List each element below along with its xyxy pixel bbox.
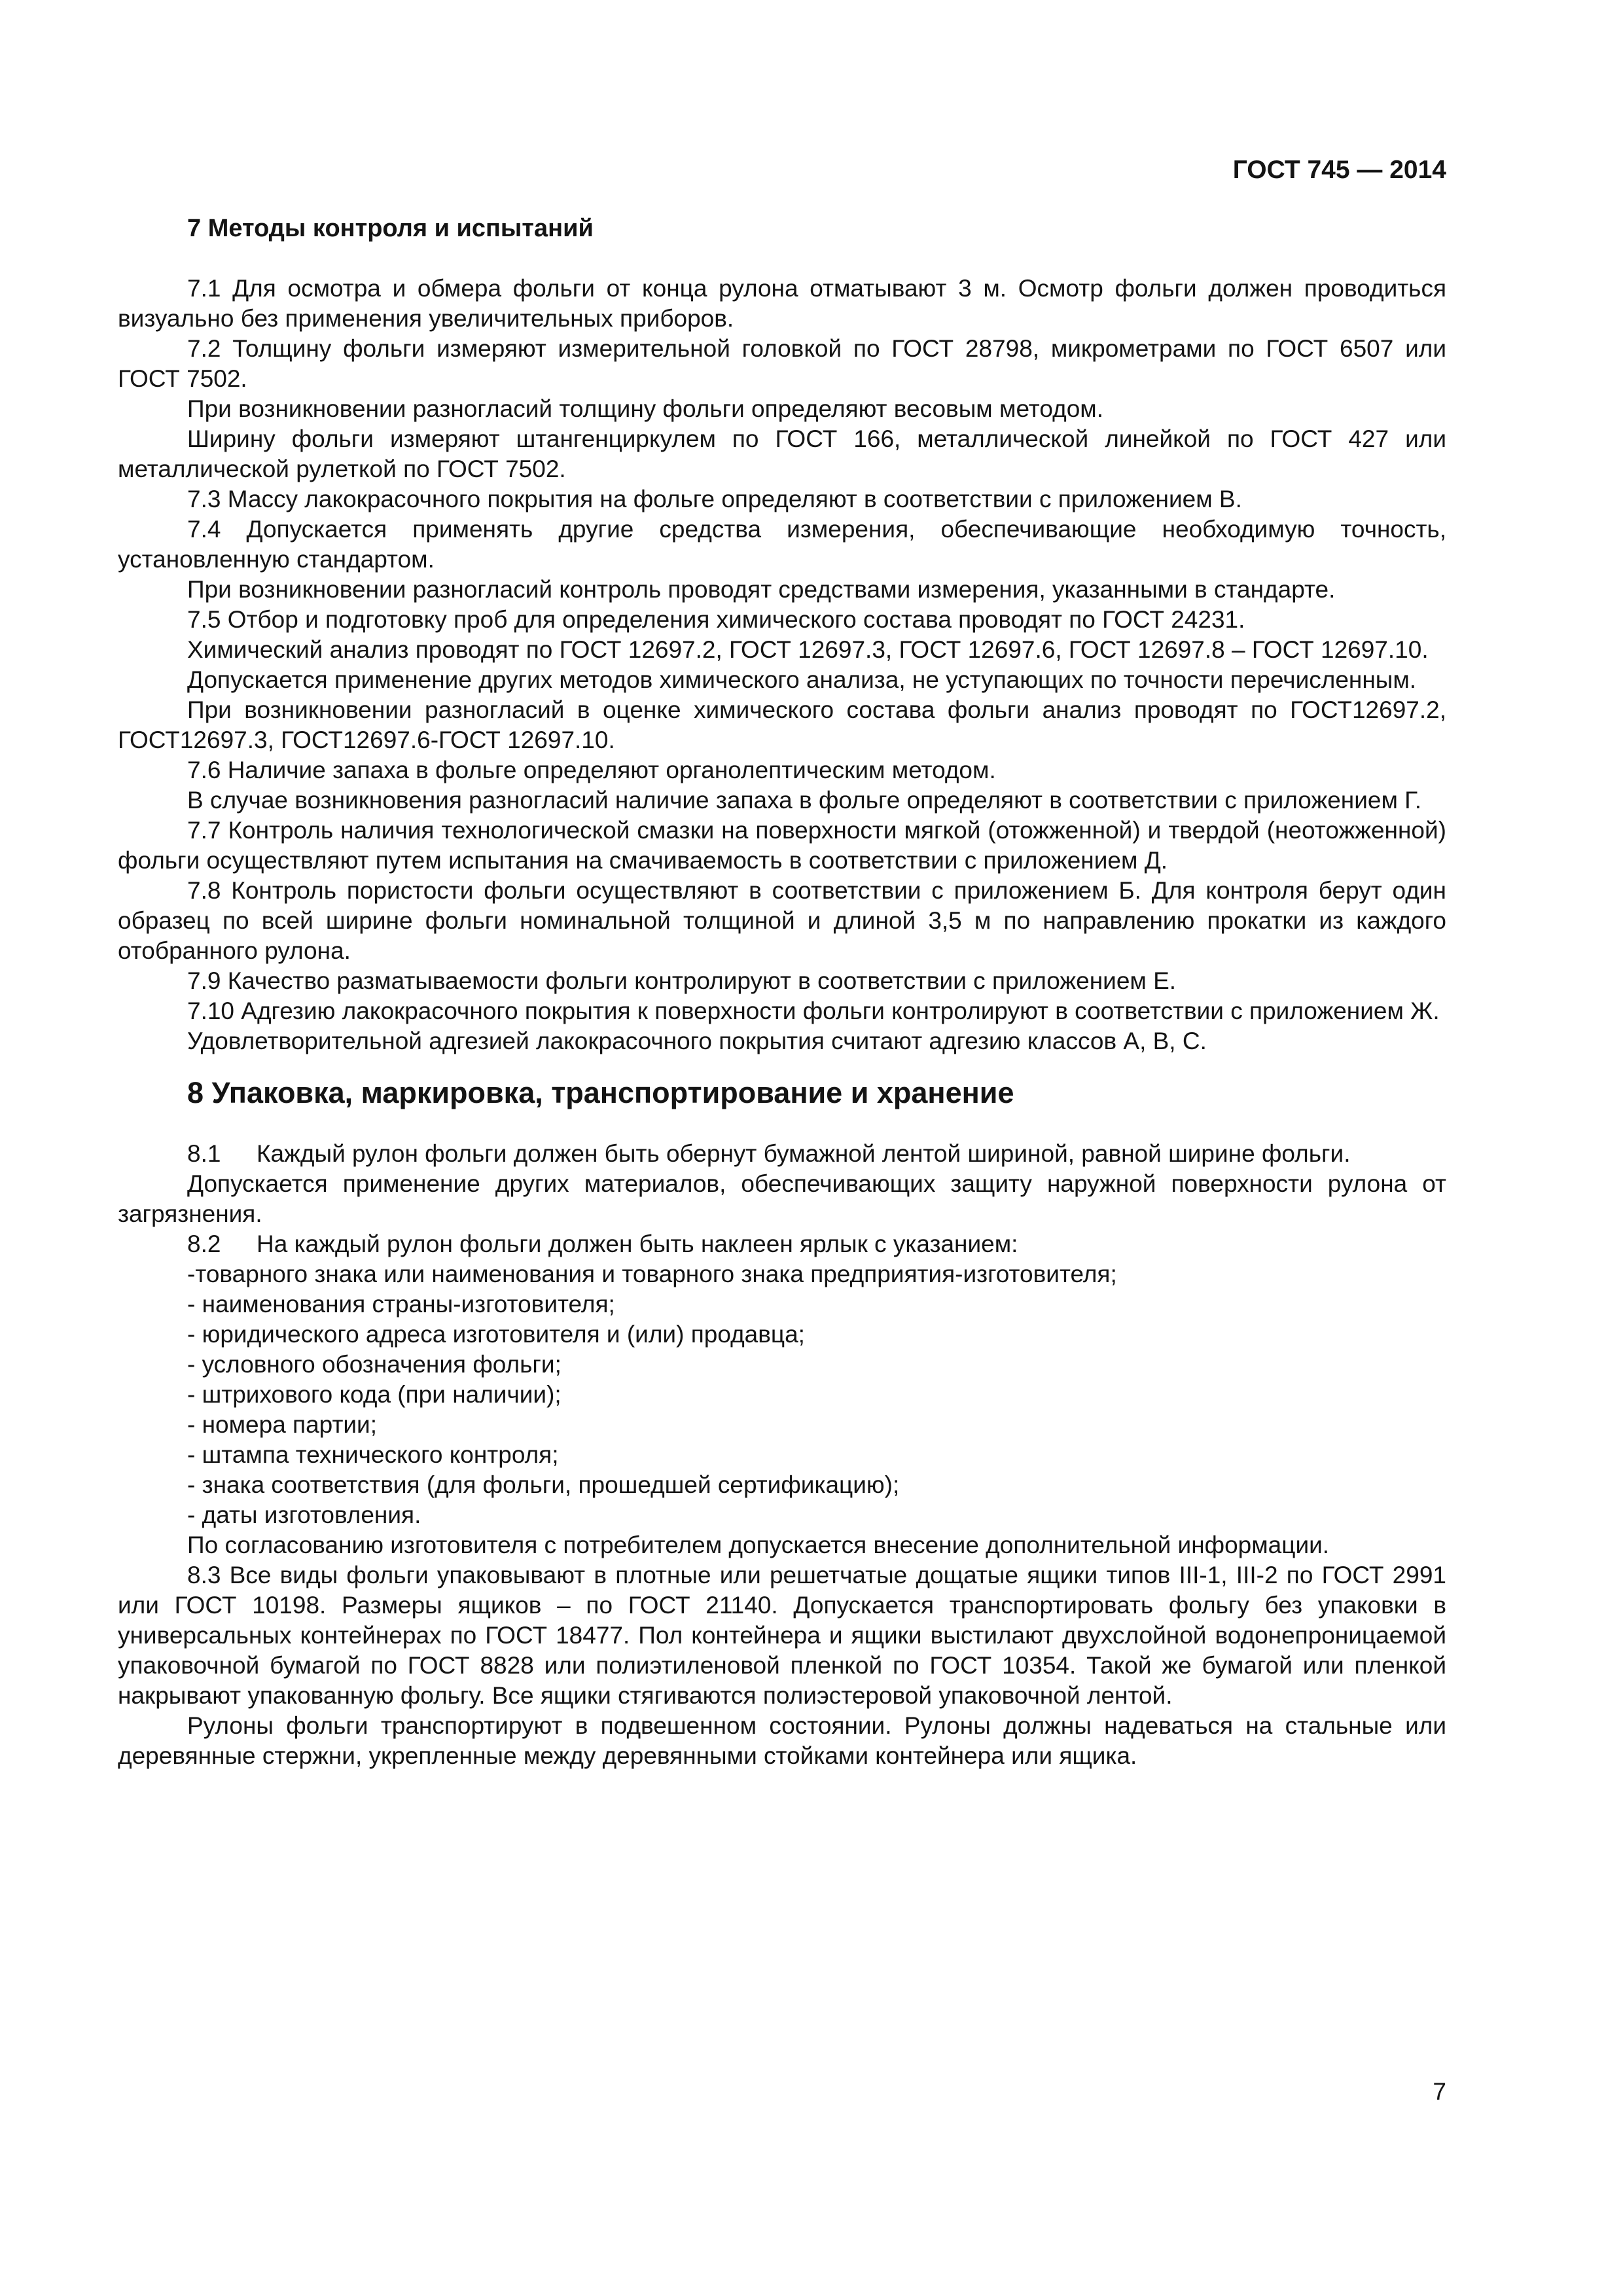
paragraph-7-6-disagreement: В случае возникновения разногласий наличие запаха в фольге определяют в соответствии с приложением Г. bbox=[187, 787, 1421, 814]
section-8-title: 8 Упаковка, маркировка, транспортирование и хранение bbox=[187, 1076, 1014, 1109]
paragraph-7-10: 7.10 Адгезию лакокрасочного покрытия к поверхности фольги контролируют в соответствии с приложением Ж. bbox=[187, 997, 1440, 1024]
list-item: - знака соответствия (для фольги, прошедшей сертификацию); bbox=[187, 1471, 900, 1498]
paragraph-8-1-extra: Допускается применение других материалов, обеспечивающих защиту наружной поверхности рулона от загрязнения. bbox=[118, 1170, 1446, 1227]
list-item: - номера партии; bbox=[187, 1411, 378, 1438]
document-header: ГОСТ 745 — 2014 bbox=[1232, 156, 1446, 184]
list-item: - даты изготовления. bbox=[187, 1501, 421, 1528]
paragraph-8-2-number: 8.2 bbox=[187, 1230, 221, 1257]
list-item: - штрихового кода (при наличии); bbox=[187, 1381, 562, 1408]
paragraph-7-7: 7.7 Контроль наличия технологической смазки на поверхности мягкой (отожженной) и твердой (неотожженной) фольги осуществляют путем испытания на смачиваемость в соответствии с приложением Д. bbox=[118, 817, 1446, 874]
paragraph-7-6: 7.6 Наличие запаха в фольге определяют органолептическим методом. bbox=[187, 757, 996, 783]
list-item: - условного обозначения фольги; bbox=[187, 1351, 562, 1378]
paragraph-7-5-other-methods: Допускается применение других методов химического анализа, не уступающих по точности перечисленным. bbox=[187, 666, 1417, 693]
paragraph-7-2: 7.2 Толщину фольги измеряют измерительной головкой по ГОСТ 28798, микрометрами по ГОСТ 6507 или ГОСТ 7502. bbox=[118, 335, 1446, 392]
paragraph-7-2-disagreement: При возникновении разногласий толщину фольги определяют весовым методом. bbox=[187, 395, 1103, 422]
paragraph-8-1-text: Каждый рулон фольги должен быть обернут бумажной лентой шириной, равной ширине фольги. bbox=[257, 1140, 1351, 1167]
paragraph-7-5-disagreement: При возникновении разногласий в оценке химического состава фольги анализ проводят по ГОСТ12697.2, ГОСТ12697.3, ГОСТ12697.6-ГОСТ 12697.10. bbox=[118, 696, 1446, 753]
paragraph-8-2 bbox=[118, 1229, 1446, 1259]
paragraph-7-2-width: Ширину фольги измеряют штангенциркулем по ГОСТ 166, металлической линейкой по ГОСТ 427 или металлической рулеткой по ГОСТ 7502. bbox=[118, 425, 1446, 482]
paragraph-8-2-extra: По согласованию изготовителя с потребителем допускается внесение дополнительной информации. bbox=[187, 1532, 1330, 1558]
paragraph-8-3-extra: Рулоны фольги транспортируют в подвешенном состоянии. Рулоны должны надеваться на стальные или деревянные стержни, укрепленные между деревянными стойками контейнера или ящика. bbox=[118, 1712, 1446, 1769]
paragraph-7-9: 7.9 Качество разматываемости фольги контролируют в соответствии с приложением Е. bbox=[187, 967, 1177, 994]
paragraph-8-2-text: На каждый рулон фольги должен быть наклеен ярлык с указанием: bbox=[257, 1230, 1018, 1257]
paragraph-8-1-number: 8.1 bbox=[187, 1140, 221, 1167]
document-body bbox=[118, 213, 1446, 1771]
paragraph-7-4-disagreement: При возникновении разногласий контроль проводят средствами измерения, указанными в стандарте. bbox=[187, 576, 1336, 603]
list-item: - наименования страны-изготовителя; bbox=[187, 1291, 615, 1318]
paragraph-8-3: 8.3 Все виды фольги упаковывают в плотные или решетчатые дощатые ящики типов III-1, III-2 по ГОСТ 2991 или ГОСТ 10198. Размеры ящиков – по ГОСТ 21140. Допускается транспортировать фольгу без упаковки в универсальных контейнерах по ГОСТ 18477. Пол контейнера и ящики выстилают двухслойной водонепроницаемой упаковочной бумагой по ГОСТ 8828 или полиэтиленовой пленкой по ГОСТ 10354. Такой же бумагой или пленкой накрывают упакованную фольгу. Все ящики стягиваются полиэстеровой упаковочной лентой. bbox=[118, 1562, 1446, 1709]
page-number: 7 bbox=[1433, 2078, 1446, 2105]
section-7-title: 7 Методы контроля и испытаний bbox=[187, 215, 594, 242]
paragraph-7-5: 7.5 Отбор и подготовку проб для определения химического состава проводят по ГОСТ 24231. bbox=[187, 606, 1245, 633]
paragraph-7-3: 7.3 Массу лакокрасочного покрытия на фольге определяют в соответствии с приложением В. bbox=[187, 486, 1242, 512]
list-item: - юридического адреса изготовителя и (или) продавца; bbox=[187, 1321, 805, 1348]
paragraph-7-8: 7.8 Контроль пористости фольги осуществляют в соответствии с приложением Б. Для контроля берут один образец по всей ширине фольги номинальной толщиной и длиной 3,5 м по направлению прокатки из каждого отобранного рулона. bbox=[118, 877, 1446, 964]
paragraph-7-10-adhesion: Удовлетворительной адгезией лакокрасочного покрытия считают адгезию классов А, В, С. bbox=[187, 1028, 1207, 1054]
paragraph-7-4: 7.4 Допускается применять другие средства измерения, обеспечивающие необходимую точность, установленную стандартом. bbox=[118, 516, 1446, 573]
paragraph-7-1: 7.1 Для осмотра и обмера фольги от конца рулона отматывают 3 м. Осмотр фольги должен проводиться визуально без применения увеличительных приборов. bbox=[118, 275, 1446, 332]
paragraph-8-1 bbox=[118, 1139, 1446, 1169]
paragraph-7-5-analysis: Химический анализ проводят по ГОСТ 12697.2, ГОСТ 12697.3, ГОСТ 12697.6, ГОСТ 12697.8 – ГОСТ 12697.10. bbox=[187, 636, 1429, 663]
list-item: - штампа технического контроля; bbox=[187, 1441, 559, 1468]
list-item: -товарного знака или наименования и товарного знака предприятия-изготовителя; bbox=[187, 1261, 1117, 1287]
